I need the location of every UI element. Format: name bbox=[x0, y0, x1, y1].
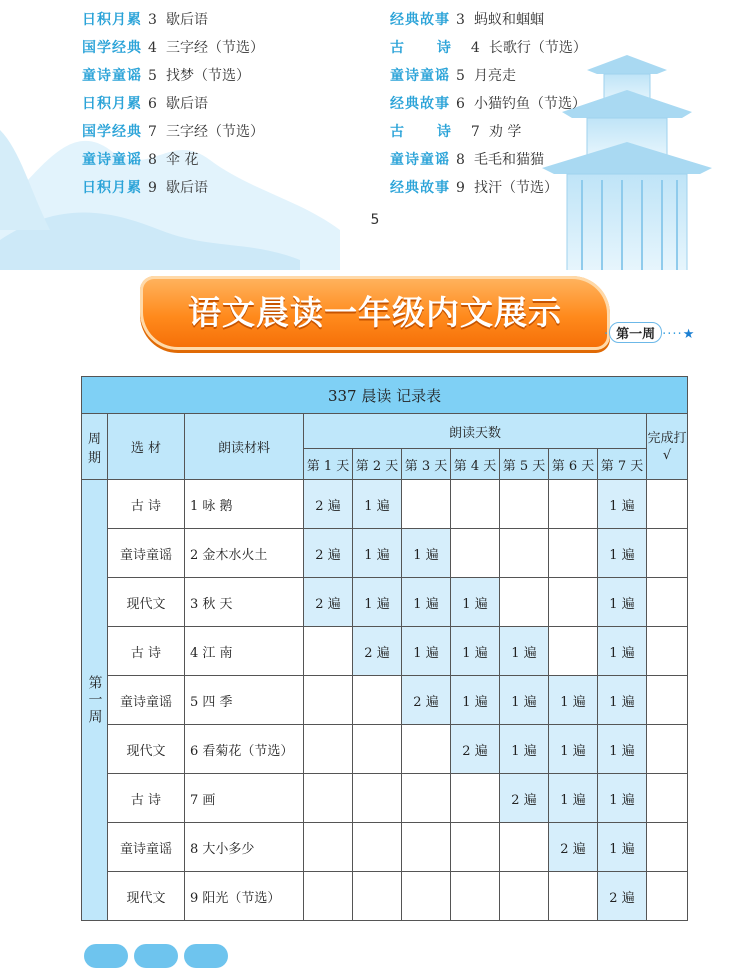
toc-category: 国学经典 bbox=[82, 40, 142, 56]
day-count-cell bbox=[304, 823, 353, 872]
header-days-group: 朗读天数 bbox=[304, 414, 647, 449]
day-count-cell bbox=[402, 774, 451, 823]
footer-pill-icon bbox=[134, 944, 178, 968]
table-row bbox=[82, 676, 688, 725]
day-count-cell: 1 遍 bbox=[598, 725, 647, 774]
toc-number: 7 bbox=[470, 124, 480, 140]
toc-title: 劝 学 bbox=[488, 124, 522, 140]
day-count-cell: 1 遍 bbox=[402, 529, 451, 578]
material-cell: 古 诗 bbox=[108, 774, 185, 823]
toc-section bbox=[0, 0, 750, 270]
day-count-cell: 2 遍 bbox=[402, 676, 451, 725]
table-row bbox=[82, 725, 688, 774]
reading-material-cell: 5 四 季 bbox=[185, 676, 304, 725]
day-count-cell: 2 遍 bbox=[549, 823, 598, 872]
done-checkbox-cell[interactable] bbox=[647, 676, 688, 725]
material-cell: 童诗童谣 bbox=[108, 823, 185, 872]
done-checkbox-cell[interactable] bbox=[647, 627, 688, 676]
day-count-cell: 1 遍 bbox=[598, 529, 647, 578]
footer-pill-icon bbox=[184, 944, 228, 968]
header-day-4: 第 4 天 bbox=[451, 449, 500, 480]
day-count-cell bbox=[304, 774, 353, 823]
toc-category: 童诗童谣 bbox=[390, 68, 450, 84]
table-row bbox=[82, 578, 688, 627]
toc-title: 三字经（节选） bbox=[166, 124, 264, 140]
table-row bbox=[82, 823, 688, 872]
toc-category: 经典故事 bbox=[390, 96, 450, 112]
day-count-cell: 1 遍 bbox=[598, 774, 647, 823]
day-count-cell: 1 遍 bbox=[598, 627, 647, 676]
toc-category: 古 诗 bbox=[390, 124, 465, 140]
header-period: 周期 bbox=[82, 414, 108, 480]
toc-title: 找梦（节选） bbox=[166, 68, 250, 84]
reading-material-cell: 3 秋 天 bbox=[185, 578, 304, 627]
toc-item[interactable] bbox=[390, 8, 544, 32]
toc-item[interactable] bbox=[82, 148, 198, 172]
toc-number: 3 bbox=[148, 12, 157, 28]
day-count-cell: 1 遍 bbox=[451, 578, 500, 627]
day-count-cell bbox=[304, 627, 353, 676]
toc-number: 5 bbox=[148, 68, 157, 84]
footer-decoration bbox=[84, 944, 234, 972]
toc-item[interactable] bbox=[390, 176, 558, 200]
day-count-cell: 1 遍 bbox=[402, 578, 451, 627]
toc-item[interactable] bbox=[390, 36, 587, 60]
toc-item[interactable] bbox=[82, 120, 264, 144]
day-count-cell bbox=[402, 480, 451, 529]
day-count-cell bbox=[353, 872, 402, 921]
done-checkbox-cell[interactable] bbox=[647, 578, 688, 627]
day-count-cell bbox=[353, 725, 402, 774]
day-count-cell: 2 遍 bbox=[304, 480, 353, 529]
done-checkbox-cell[interactable] bbox=[647, 725, 688, 774]
toc-category: 童诗童谣 bbox=[82, 152, 142, 168]
header-day-7: 第 7 天 bbox=[598, 449, 647, 480]
toc-title: 蚂蚁和蝈蝈 bbox=[474, 12, 544, 28]
table-title: 337 晨读 记录表 bbox=[82, 377, 688, 414]
toc-number: 6 bbox=[456, 96, 465, 112]
material-cell: 现代文 bbox=[108, 725, 185, 774]
reading-material-cell: 1 咏 鹅 bbox=[185, 480, 304, 529]
day-count-cell: 1 遍 bbox=[598, 480, 647, 529]
page-title-banner: 语文晨读一年级内文展示 bbox=[140, 276, 610, 350]
day-count-cell: 2 遍 bbox=[353, 627, 402, 676]
toc-title: 伞 花 bbox=[166, 152, 199, 168]
toc-number: 3 bbox=[456, 12, 465, 28]
day-count-cell bbox=[500, 872, 549, 921]
toc-number: 8 bbox=[456, 152, 465, 168]
toc-title: 小猫钓鱼（节选） bbox=[474, 96, 586, 112]
toc-category: 童诗童谣 bbox=[390, 152, 450, 168]
done-checkbox-cell[interactable] bbox=[647, 529, 688, 578]
toc-item[interactable] bbox=[390, 148, 544, 172]
toc-item[interactable] bbox=[390, 64, 516, 88]
header-reading-material: 朗读材料 bbox=[185, 414, 304, 480]
day-count-cell bbox=[304, 872, 353, 921]
day-count-cell: 1 遍 bbox=[500, 627, 549, 676]
toc-title: 月亮走 bbox=[474, 68, 516, 84]
reading-material-cell: 7 画 bbox=[185, 774, 304, 823]
day-count-cell: 2 遍 bbox=[304, 578, 353, 627]
toc-item[interactable] bbox=[82, 64, 250, 88]
day-count-cell bbox=[549, 872, 598, 921]
toc-item[interactable] bbox=[390, 120, 521, 144]
day-count-cell bbox=[353, 676, 402, 725]
done-checkbox-cell[interactable] bbox=[647, 774, 688, 823]
day-count-cell: 1 遍 bbox=[402, 627, 451, 676]
week-tag: · 第一周 ····★ bbox=[604, 322, 694, 343]
footer-pill-icon bbox=[84, 944, 128, 968]
day-count-cell: 2 遍 bbox=[598, 872, 647, 921]
day-count-cell bbox=[451, 823, 500, 872]
toc-title: 找汗（节选） bbox=[474, 180, 558, 196]
toc-title: 歇后语 bbox=[166, 96, 208, 112]
toc-title: 三字经（节选） bbox=[166, 40, 264, 56]
day-count-cell bbox=[402, 725, 451, 774]
header-day-2: 第 2 天 bbox=[353, 449, 402, 480]
toc-number: 4 bbox=[148, 40, 157, 56]
toc-category: 童诗童谣 bbox=[82, 68, 142, 84]
page-number: 5 bbox=[370, 212, 380, 228]
toc-item[interactable] bbox=[390, 92, 586, 116]
material-cell: 现代文 bbox=[108, 578, 185, 627]
day-count-cell: 1 遍 bbox=[353, 529, 402, 578]
material-cell: 童诗童谣 bbox=[108, 529, 185, 578]
done-checkbox-cell[interactable] bbox=[647, 872, 688, 921]
day-count-cell: 1 遍 bbox=[451, 676, 500, 725]
material-cell: 古 诗 bbox=[108, 480, 185, 529]
day-count-cell: 1 遍 bbox=[353, 480, 402, 529]
toc-category: 经典故事 bbox=[390, 12, 450, 28]
toc-number: 4 bbox=[470, 40, 480, 56]
day-count-cell bbox=[451, 529, 500, 578]
toc-category: 国学经典 bbox=[82, 124, 142, 140]
day-count-cell bbox=[549, 529, 598, 578]
day-count-cell: 1 遍 bbox=[500, 725, 549, 774]
day-count-cell bbox=[549, 627, 598, 676]
table-row bbox=[82, 529, 688, 578]
material-cell: 童诗童谣 bbox=[108, 676, 185, 725]
done-checkbox-cell[interactable] bbox=[647, 480, 688, 529]
header-day-5: 第 5 天 bbox=[500, 449, 549, 480]
toc-item[interactable] bbox=[82, 8, 208, 32]
material-cell: 古 诗 bbox=[108, 627, 185, 676]
day-count-cell bbox=[451, 480, 500, 529]
day-count-cell bbox=[402, 823, 451, 872]
toc-category: 古 诗 bbox=[390, 40, 465, 56]
toc-item[interactable] bbox=[82, 176, 208, 200]
reading-material-cell: 2 金木水火土 bbox=[185, 529, 304, 578]
day-count-cell bbox=[500, 823, 549, 872]
day-count-cell: 1 遍 bbox=[598, 823, 647, 872]
reading-material-cell: 6 看菊花（节选） bbox=[185, 725, 304, 774]
day-count-cell: 1 遍 bbox=[500, 676, 549, 725]
day-count-cell bbox=[451, 872, 500, 921]
reading-material-cell: 9 阳光（节选） bbox=[185, 872, 304, 921]
toc-category: 经典故事 bbox=[390, 180, 450, 196]
day-count-cell: 2 遍 bbox=[500, 774, 549, 823]
day-count-cell bbox=[353, 823, 402, 872]
day-count-cell bbox=[353, 774, 402, 823]
reading-material-cell: 8 大小多少 bbox=[185, 823, 304, 872]
day-count-cell bbox=[451, 774, 500, 823]
period-cell: 第一周 bbox=[82, 480, 108, 921]
day-count-cell bbox=[304, 725, 353, 774]
day-count-cell: 1 遍 bbox=[451, 627, 500, 676]
day-count-cell: 1 遍 bbox=[549, 676, 598, 725]
day-count-cell bbox=[549, 480, 598, 529]
day-count-cell: 1 遍 bbox=[353, 578, 402, 627]
toc-title: 毛毛和猫猫 bbox=[474, 152, 544, 168]
pavilion-illustration-icon bbox=[532, 50, 722, 270]
toc-title: 歇后语 bbox=[166, 180, 208, 196]
header-done: 完成打√ bbox=[647, 414, 688, 480]
material-cell: 现代文 bbox=[108, 872, 185, 921]
day-count-cell bbox=[304, 676, 353, 725]
star-icon: ★ bbox=[682, 327, 695, 342]
day-count-cell bbox=[500, 578, 549, 627]
toc-title: 长歌行（节选） bbox=[488, 40, 587, 56]
toc-item[interactable] bbox=[82, 92, 208, 116]
day-count-cell: 2 遍 bbox=[304, 529, 353, 578]
reading-material-cell: 4 江 南 bbox=[185, 627, 304, 676]
toc-title: 歇后语 bbox=[166, 12, 208, 28]
day-count-cell bbox=[549, 578, 598, 627]
header-material: 选 材 bbox=[108, 414, 185, 480]
toc-number: 6 bbox=[148, 96, 157, 112]
day-count-cell: 1 遍 bbox=[598, 676, 647, 725]
day-count-cell bbox=[500, 480, 549, 529]
header-day-1: 第 1 天 bbox=[304, 449, 353, 480]
day-count-cell: 1 遍 bbox=[549, 774, 598, 823]
week-tag-label: 第一周 bbox=[609, 322, 662, 343]
toc-category: 日积月累 bbox=[82, 180, 142, 196]
table-row bbox=[82, 480, 688, 529]
table-row bbox=[82, 627, 688, 676]
toc-number: 5 bbox=[456, 68, 465, 84]
done-checkbox-cell[interactable] bbox=[647, 823, 688, 872]
toc-category: 日积月累 bbox=[82, 96, 142, 112]
day-count-cell bbox=[402, 872, 451, 921]
toc-category: 日积月累 bbox=[82, 12, 142, 28]
day-count-cell bbox=[500, 529, 549, 578]
day-count-cell: 1 遍 bbox=[598, 578, 647, 627]
toc-number: 9 bbox=[148, 180, 157, 196]
toc-item[interactable] bbox=[82, 36, 264, 60]
day-count-cell: 2 遍 bbox=[451, 725, 500, 774]
reading-record-table bbox=[81, 376, 688, 921]
toc-number: 7 bbox=[148, 124, 157, 140]
header-day-3: 第 3 天 bbox=[402, 449, 451, 480]
toc-number: 8 bbox=[148, 152, 157, 168]
table-row bbox=[82, 774, 688, 823]
toc-number: 9 bbox=[456, 180, 465, 196]
table-row bbox=[82, 872, 688, 921]
day-count-cell: 1 遍 bbox=[549, 725, 598, 774]
header-day-6: 第 6 天 bbox=[549, 449, 598, 480]
